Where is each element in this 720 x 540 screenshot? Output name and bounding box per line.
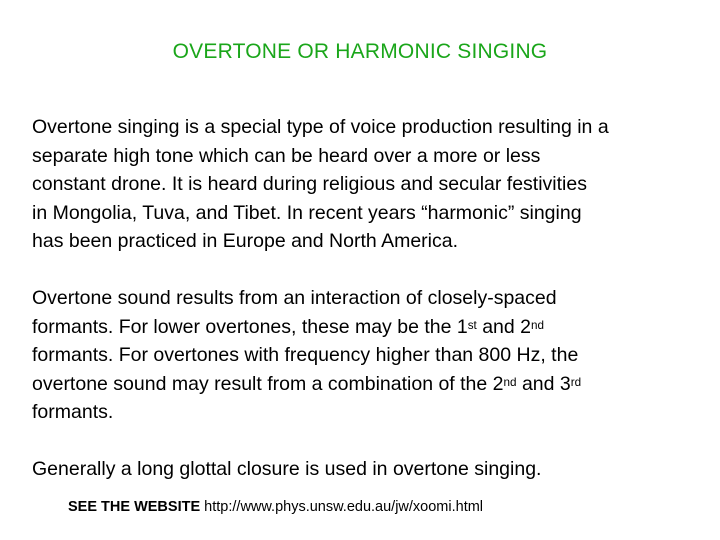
text-line — [32, 370, 704, 399]
slide-title: OVERTONE OR HARMONIC SINGING — [172, 40, 548, 63]
ordinal-suffix: st — [467, 319, 477, 332]
text-line: constant drone. It is heard during religious and secular festivities — [32, 173, 587, 195]
text-line: in Mongolia, Tuva, and Tibet. In recent years “harmonic” singing — [32, 201, 582, 224]
text-segment: overtone sound may result from a combination of the 2 — [32, 372, 504, 395]
text-line: has been practiced in Europe and North America. — [32, 230, 459, 252]
text-line: Overtone singing is a special type of voice production resulting in a — [32, 116, 609, 138]
slide-body — [32, 113, 704, 484]
text-line: formants. For overtones with frequency higher than 800 Hz, the — [32, 344, 579, 366]
text-line — [32, 313, 704, 342]
paragraph-overtone-sound — [32, 284, 704, 427]
text-segment: formants. For lower overtones, these may be the 1 — [32, 315, 468, 338]
text-line: formants. — [32, 401, 114, 423]
website-url: http://www.phys.unsw.edu.au/jw/xoomi.html — [200, 499, 484, 515]
text-line: separate high tone which can be heard over a more or less — [32, 144, 541, 167]
website-label: SEE THE WEBSITE — [68, 499, 201, 515]
website-reference — [68, 497, 483, 517]
text-line: Generally a long glottal closure is used in overtone singing. — [32, 458, 542, 480]
ordinal-suffix: nd — [503, 376, 517, 389]
ordinal-suffix: nd — [531, 319, 545, 332]
ordinal-suffix: rd — [570, 376, 582, 389]
paragraph-glottal-closure — [32, 455, 704, 484]
text-segment: and 2 — [476, 315, 532, 338]
text-line: Overtone sound results from an interaction of closely-spaced — [32, 287, 557, 309]
text-segment: and 3 — [516, 372, 571, 395]
paragraph-overtone-singing — [32, 113, 704, 256]
